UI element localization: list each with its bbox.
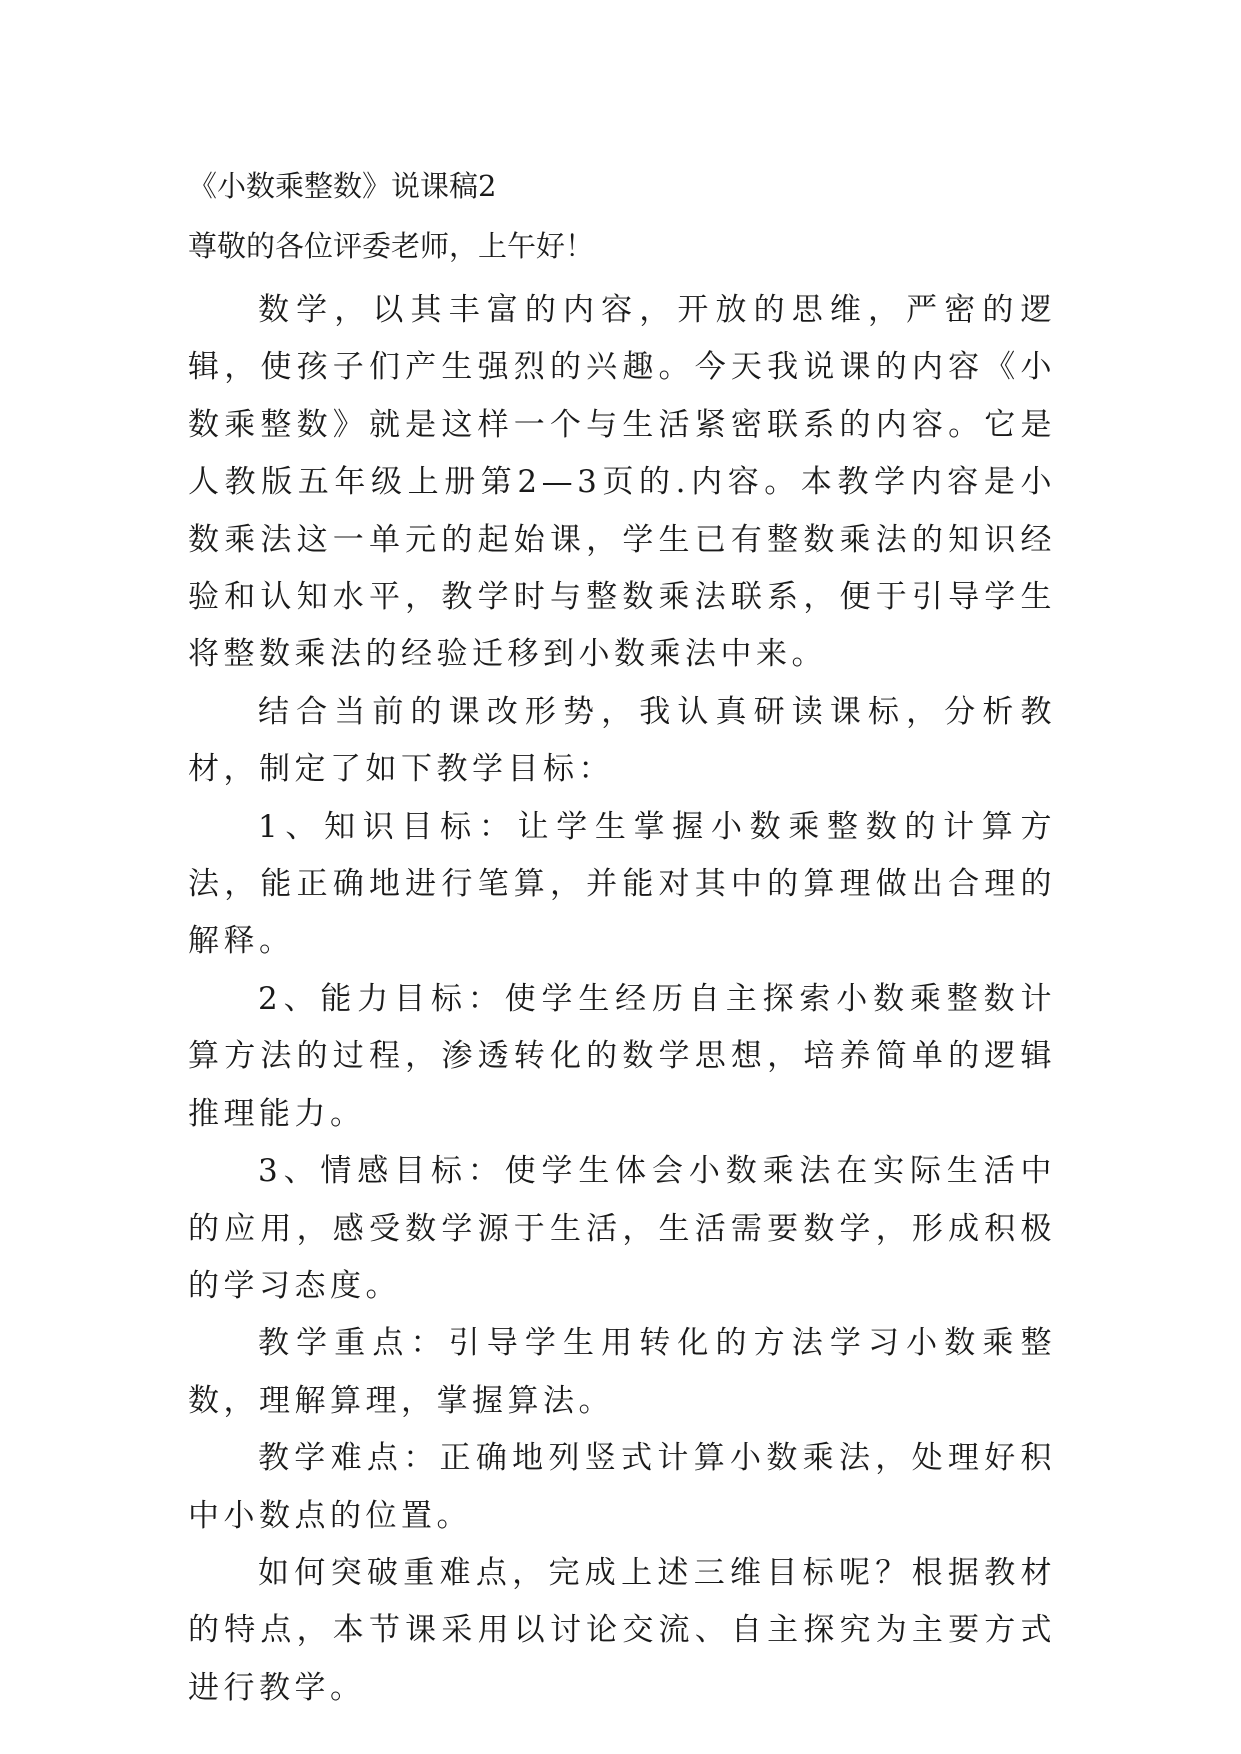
paragraph-key-point: 教学重点：引导学生用转化的方法学习小数乘整数，理解算理，掌握算法。 bbox=[188, 1325, 1056, 1419]
paragraph-method: 如何突破重难点，完成上述三维目标呢？根据教材的特点，本节课采用以讨论交流、自主探究为主要方式进行教学。 bbox=[188, 1554, 1056, 1706]
paragraph-ability-goal: 2、能力目标：使学生经历自主探索小数乘整数计算方法的过程，渗透转化的数学思想，培养简单的逻辑推理能力。 bbox=[188, 980, 1056, 1132]
document-title: 《小数乘整数》说课稿2 bbox=[188, 169, 497, 203]
paragraph-goals-intro: 结合当前的课改形势，我认真研读课标，分析教材，制定了如下教学目标： bbox=[188, 693, 1056, 788]
document-body bbox=[188, 282, 1056, 1717]
paragraph-intro: 数学，以其丰富的内容，开放的思维，严密的逻辑，使孩子们产生强烈的兴趣。今天我说课的内容《小数乘整数》就是这样一个与生活紧密联系的内容。它是人教版五年级上册第2—3页的.内容。本教学内容是小数乘法这一单元的起始课，学生已有整数乘法的知识经验和认知水平，教学时与整数乘法联系，便于引导学生将整数乘法的经验迁移到小数乘法中来。 bbox=[188, 292, 1056, 673]
greeting-line: 尊敬的各位评委老师，上午好！ bbox=[188, 229, 595, 263]
paragraph-difficult-point: 教学难点：正确地列竖式计算小数乘法，处理好积中小数点的位置。 bbox=[188, 1440, 1056, 1534]
paragraph-emotion-goal: 3、情感目标：使学生体会小数乘法在实际生活中的应用，感受数学源于生活，生活需要数学，形成积极的学习态度。 bbox=[188, 1153, 1056, 1304]
paragraph-knowledge-goal: 1、知识目标：让学生掌握小数乘整数的计算方法，能正确地进行笔算，并能对其中的算理做出合理的解释。 bbox=[188, 808, 1056, 960]
